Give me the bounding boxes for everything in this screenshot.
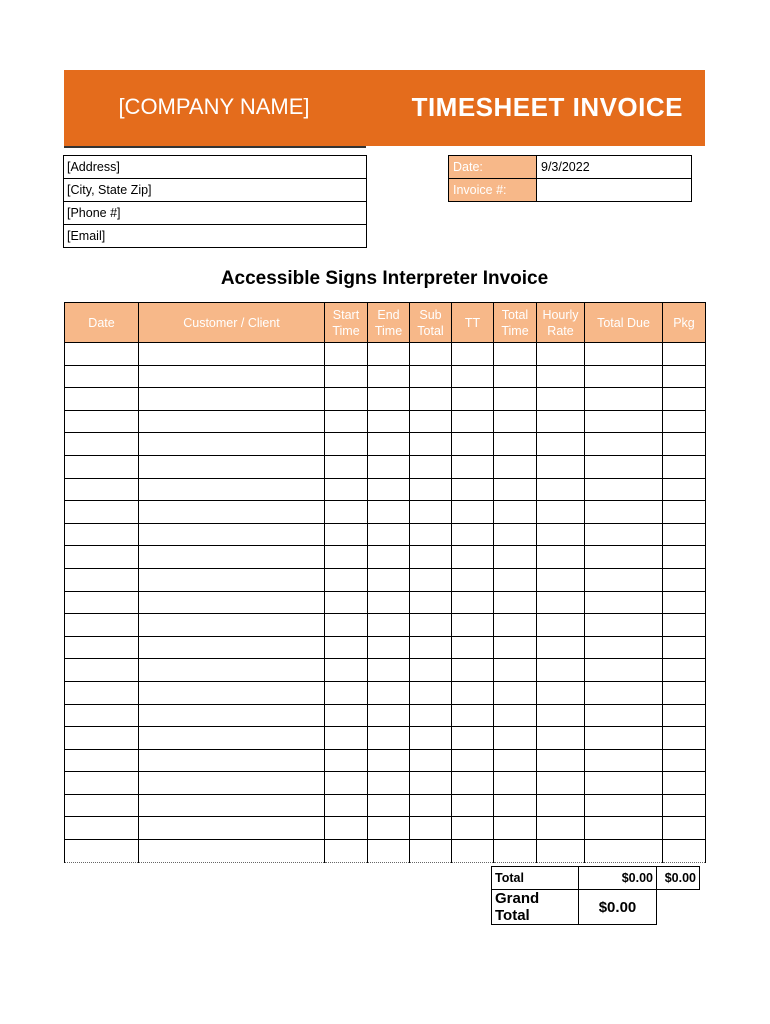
cell-date[interactable] xyxy=(65,817,139,840)
cell-customer[interactable] xyxy=(139,817,325,840)
cell-sub-total[interactable] xyxy=(410,591,452,614)
cell-end-time[interactable] xyxy=(368,410,410,433)
table-row xyxy=(65,659,706,682)
cell-start-time[interactable] xyxy=(325,478,368,501)
cell-hourly-rate[interactable] xyxy=(537,478,585,501)
cell-hourly-rate[interactable] xyxy=(537,727,585,750)
cell-tt[interactable] xyxy=(452,365,494,388)
cell-sub-total[interactable] xyxy=(410,546,452,569)
cell-pkg[interactable] xyxy=(663,568,706,591)
cell-end-time[interactable] xyxy=(368,681,410,704)
cell-hourly-rate[interactable] xyxy=(537,388,585,411)
col-pkg: Pkg xyxy=(663,303,706,343)
cell-customer[interactable] xyxy=(139,523,325,546)
cell-total-due[interactable] xyxy=(585,410,663,433)
cell-end-time[interactable] xyxy=(368,659,410,682)
cell-customer[interactable] xyxy=(139,591,325,614)
cell-date[interactable] xyxy=(65,591,139,614)
cell-tt[interactable] xyxy=(452,433,494,456)
table-row xyxy=(65,343,706,366)
cell-hourly-rate[interactable] xyxy=(537,343,585,366)
cell-sub-total[interactable] xyxy=(410,794,452,817)
cell-hourly-rate[interactable] xyxy=(537,817,585,840)
cell-end-time[interactable] xyxy=(368,343,410,366)
cell-pkg[interactable] xyxy=(663,817,706,840)
cell-date[interactable] xyxy=(65,455,139,478)
cell-tt[interactable] xyxy=(452,343,494,366)
cell-sub-total[interactable] xyxy=(410,388,452,411)
cell-end-time[interactable] xyxy=(368,433,410,456)
cell-date[interactable] xyxy=(65,681,139,704)
table-row xyxy=(65,501,706,524)
cell-start-time[interactable] xyxy=(325,343,368,366)
cell-total-due[interactable] xyxy=(585,749,663,772)
table-row xyxy=(65,410,706,433)
cell-date[interactable] xyxy=(65,478,139,501)
table-row xyxy=(65,568,706,591)
grand-total-spacer xyxy=(657,890,700,925)
total-label: Total xyxy=(492,867,579,890)
cell-total-time[interactable] xyxy=(494,591,537,614)
cell-pkg[interactable] xyxy=(663,591,706,614)
cell-customer[interactable] xyxy=(139,455,325,478)
cell-hourly-rate[interactable] xyxy=(537,840,585,863)
contact-block xyxy=(63,155,367,248)
cell-total-due[interactable] xyxy=(585,704,663,727)
cell-tt[interactable] xyxy=(452,749,494,772)
cell-start-time[interactable] xyxy=(325,636,368,659)
cell-tt[interactable] xyxy=(452,568,494,591)
col-total-time: Total Time xyxy=(494,303,537,343)
cell-start-time[interactable] xyxy=(325,433,368,456)
cell-pkg[interactable] xyxy=(663,365,706,388)
cell-total-time[interactable] xyxy=(494,478,537,501)
cell-hourly-rate[interactable] xyxy=(537,433,585,456)
cell-end-time[interactable] xyxy=(368,365,410,388)
cell-date[interactable] xyxy=(65,704,139,727)
table-row xyxy=(65,455,706,478)
cell-tt[interactable] xyxy=(452,636,494,659)
cell-total-due[interactable] xyxy=(585,343,663,366)
cell-total-due[interactable] xyxy=(585,501,663,524)
cell-start-time[interactable] xyxy=(325,523,368,546)
cell-date[interactable] xyxy=(65,614,139,637)
col-start-time: Start Time xyxy=(325,303,368,343)
email-field[interactable]: [Email] xyxy=(64,225,367,248)
totals-block xyxy=(491,866,700,925)
cell-sub-total[interactable] xyxy=(410,817,452,840)
cell-total-due[interactable] xyxy=(585,659,663,682)
cell-start-time[interactable] xyxy=(325,704,368,727)
cell-customer[interactable] xyxy=(139,410,325,433)
total-row xyxy=(492,867,700,890)
cell-customer[interactable] xyxy=(139,704,325,727)
cell-start-time[interactable] xyxy=(325,817,368,840)
cell-start-time[interactable] xyxy=(325,591,368,614)
cell-total-due[interactable] xyxy=(585,817,663,840)
cell-total-due[interactable] xyxy=(585,455,663,478)
cell-total-time[interactable] xyxy=(494,681,537,704)
cell-total-time[interactable] xyxy=(494,636,537,659)
cell-start-time[interactable] xyxy=(325,388,368,411)
table-row xyxy=(65,772,706,795)
cell-start-time[interactable] xyxy=(325,772,368,795)
cell-customer[interactable] xyxy=(139,840,325,863)
cell-sub-total[interactable] xyxy=(410,749,452,772)
invoice-meta xyxy=(448,155,692,202)
cell-sub-total[interactable] xyxy=(410,433,452,456)
cell-total-time[interactable] xyxy=(494,704,537,727)
table-row xyxy=(65,636,706,659)
date-value[interactable]: 9/3/2022 xyxy=(537,156,692,179)
cell-total-due[interactable] xyxy=(585,614,663,637)
cell-pkg[interactable] xyxy=(663,636,706,659)
table-row xyxy=(65,681,706,704)
cell-sub-total[interactable] xyxy=(410,501,452,524)
cell-sub-total[interactable] xyxy=(410,840,452,863)
cell-customer[interactable] xyxy=(139,614,325,637)
cell-end-time[interactable] xyxy=(368,704,410,727)
cell-total-time[interactable] xyxy=(494,365,537,388)
cell-pkg[interactable] xyxy=(663,659,706,682)
col-customer: Customer / Client xyxy=(139,303,325,343)
cell-total-due[interactable] xyxy=(585,794,663,817)
cell-pkg[interactable] xyxy=(663,681,706,704)
cell-total-due[interactable] xyxy=(585,681,663,704)
cell-customer[interactable] xyxy=(139,365,325,388)
cell-end-time[interactable] xyxy=(368,546,410,569)
table-row xyxy=(65,749,706,772)
cell-total-time[interactable] xyxy=(494,817,537,840)
cell-date[interactable] xyxy=(65,772,139,795)
cell-tt[interactable] xyxy=(452,410,494,433)
cell-tt[interactable] xyxy=(452,523,494,546)
cell-total-time[interactable] xyxy=(494,433,537,456)
cell-pkg[interactable] xyxy=(663,794,706,817)
total-pkg-sum: $0.00 xyxy=(657,867,700,890)
cell-sub-total[interactable] xyxy=(410,568,452,591)
cell-pkg[interactable] xyxy=(663,772,706,795)
table-row xyxy=(65,614,706,637)
table-row xyxy=(65,546,706,569)
cell-start-time[interactable] xyxy=(325,614,368,637)
cell-date[interactable] xyxy=(65,410,139,433)
cell-start-time[interactable] xyxy=(325,681,368,704)
cell-customer[interactable] xyxy=(139,343,325,366)
cell-tt[interactable] xyxy=(452,704,494,727)
company-name: [COMPANY NAME] xyxy=(118,94,310,119)
cell-start-time[interactable] xyxy=(325,749,368,772)
cell-end-time[interactable] xyxy=(368,840,410,863)
header-band xyxy=(64,70,705,146)
cell-end-time[interactable] xyxy=(368,591,410,614)
cell-date[interactable] xyxy=(65,546,139,569)
cell-sub-total[interactable] xyxy=(410,659,452,682)
cell-hourly-rate[interactable] xyxy=(537,636,585,659)
cell-hourly-rate[interactable] xyxy=(537,568,585,591)
cell-pkg[interactable] xyxy=(663,388,706,411)
cell-customer[interactable] xyxy=(139,433,325,456)
cell-customer[interactable] xyxy=(139,546,325,569)
grand-total-row xyxy=(492,890,700,925)
cell-total-time[interactable] xyxy=(494,568,537,591)
cell-sub-total[interactable] xyxy=(410,365,452,388)
cell-sub-total[interactable] xyxy=(410,455,452,478)
cell-tt[interactable] xyxy=(452,681,494,704)
table-body xyxy=(65,343,706,863)
cell-date[interactable] xyxy=(65,636,139,659)
cell-total-time[interactable] xyxy=(494,749,537,772)
document-title: TIMESHEET INVOICE xyxy=(411,92,683,122)
cell-sub-total[interactable] xyxy=(410,727,452,750)
cell-customer[interactable] xyxy=(139,568,325,591)
cell-date[interactable] xyxy=(65,388,139,411)
city-state-zip-field[interactable]: [City, State Zip] xyxy=(64,179,367,202)
cell-pkg[interactable] xyxy=(663,614,706,637)
cell-hourly-rate[interactable] xyxy=(537,749,585,772)
cell-total-due[interactable] xyxy=(585,478,663,501)
cell-customer[interactable] xyxy=(139,388,325,411)
cell-pkg[interactable] xyxy=(663,546,706,569)
cell-sub-total[interactable] xyxy=(410,478,452,501)
cell-date[interactable] xyxy=(65,501,139,524)
phone-field[interactable]: [Phone #] xyxy=(64,202,367,225)
cell-start-time[interactable] xyxy=(325,568,368,591)
cell-start-time[interactable] xyxy=(325,455,368,478)
col-date: Date xyxy=(65,303,139,343)
cell-hourly-rate[interactable] xyxy=(537,546,585,569)
cell-total-time[interactable] xyxy=(494,772,537,795)
table-row xyxy=(65,727,706,750)
cell-start-time[interactable] xyxy=(325,365,368,388)
col-sub-total: Sub Total xyxy=(410,303,452,343)
cell-end-time[interactable] xyxy=(368,749,410,772)
cell-end-time[interactable] xyxy=(368,794,410,817)
cell-total-due[interactable] xyxy=(585,365,663,388)
table-row xyxy=(65,840,706,863)
address-field[interactable]: [Address] xyxy=(64,156,367,179)
invoice-number-label: Invoice #: xyxy=(449,179,537,202)
cell-date[interactable] xyxy=(65,840,139,863)
cell-tt[interactable] xyxy=(452,817,494,840)
cell-pkg[interactable] xyxy=(663,433,706,456)
cell-total-due[interactable] xyxy=(585,388,663,411)
cell-total-time[interactable] xyxy=(494,614,537,637)
cell-pkg[interactable] xyxy=(663,410,706,433)
col-total-due: Total Due xyxy=(585,303,663,343)
cell-tt[interactable] xyxy=(452,659,494,682)
cell-date[interactable] xyxy=(65,727,139,750)
cell-sub-total[interactable] xyxy=(410,772,452,795)
cell-total-time[interactable] xyxy=(494,343,537,366)
cell-total-due[interactable] xyxy=(585,523,663,546)
cell-total-time[interactable] xyxy=(494,546,537,569)
cell-date[interactable] xyxy=(65,568,139,591)
cell-pkg[interactable] xyxy=(663,501,706,524)
cell-hourly-rate[interactable] xyxy=(537,455,585,478)
cell-hourly-rate[interactable] xyxy=(537,794,585,817)
cell-tt[interactable] xyxy=(452,772,494,795)
cell-hourly-rate[interactable] xyxy=(537,365,585,388)
header-row xyxy=(65,303,706,343)
cell-pkg[interactable] xyxy=(663,455,706,478)
cell-customer[interactable] xyxy=(139,681,325,704)
cell-end-time[interactable] xyxy=(368,817,410,840)
cell-sub-total[interactable] xyxy=(410,681,452,704)
cell-start-time[interactable] xyxy=(325,794,368,817)
cell-customer[interactable] xyxy=(139,727,325,750)
cell-total-time[interactable] xyxy=(494,388,537,411)
cell-start-time[interactable] xyxy=(325,840,368,863)
cell-hourly-rate[interactable] xyxy=(537,704,585,727)
cell-pkg[interactable] xyxy=(663,343,706,366)
cell-tt[interactable] xyxy=(452,727,494,750)
col-tt: TT xyxy=(452,303,494,343)
cell-total-time[interactable] xyxy=(494,727,537,750)
cell-sub-total[interactable] xyxy=(410,343,452,366)
cell-total-due[interactable] xyxy=(585,840,663,863)
cell-sub-total[interactable] xyxy=(410,410,452,433)
cell-tt[interactable] xyxy=(452,388,494,411)
cell-customer[interactable] xyxy=(139,501,325,524)
cell-end-time[interactable] xyxy=(368,455,410,478)
cell-end-time[interactable] xyxy=(368,568,410,591)
cell-sub-total[interactable] xyxy=(410,523,452,546)
cell-start-time[interactable] xyxy=(325,727,368,750)
cell-end-time[interactable] xyxy=(368,478,410,501)
cell-tt[interactable] xyxy=(452,455,494,478)
cell-pkg[interactable] xyxy=(663,704,706,727)
cell-start-time[interactable] xyxy=(325,546,368,569)
cell-total-time[interactable] xyxy=(494,659,537,682)
table-row xyxy=(65,365,706,388)
cell-total-time[interactable] xyxy=(494,455,537,478)
cell-customer[interactable] xyxy=(139,794,325,817)
cell-total-due[interactable] xyxy=(585,727,663,750)
cell-end-time[interactable] xyxy=(368,636,410,659)
cell-total-time[interactable] xyxy=(494,523,537,546)
col-end-time: End Time xyxy=(368,303,410,343)
cell-end-time[interactable] xyxy=(368,388,410,411)
cell-total-time[interactable] xyxy=(494,501,537,524)
cell-customer[interactable] xyxy=(139,772,325,795)
cell-tt[interactable] xyxy=(452,546,494,569)
cell-date[interactable] xyxy=(65,523,139,546)
cell-pkg[interactable] xyxy=(663,478,706,501)
table-row xyxy=(65,591,706,614)
cell-total-due[interactable] xyxy=(585,546,663,569)
table-row xyxy=(65,388,706,411)
timesheet-table xyxy=(64,302,706,863)
cell-tt[interactable] xyxy=(452,614,494,637)
cell-date[interactable] xyxy=(65,433,139,456)
cell-total-due[interactable] xyxy=(585,433,663,456)
cell-tt[interactable] xyxy=(452,591,494,614)
invoice-number-value[interactable] xyxy=(537,179,692,202)
cell-date[interactable] xyxy=(65,365,139,388)
cell-tt[interactable] xyxy=(452,478,494,501)
cell-pkg[interactable] xyxy=(663,749,706,772)
cell-hourly-rate[interactable] xyxy=(537,523,585,546)
cell-hourly-rate[interactable] xyxy=(537,772,585,795)
cell-hourly-rate[interactable] xyxy=(537,681,585,704)
cell-total-due[interactable] xyxy=(585,772,663,795)
grand-total-value: $0.00 xyxy=(579,890,657,925)
cell-total-due[interactable] xyxy=(585,636,663,659)
table-row xyxy=(65,704,706,727)
cell-end-time[interactable] xyxy=(368,614,410,637)
cell-end-time[interactable] xyxy=(368,501,410,524)
cell-customer[interactable] xyxy=(139,749,325,772)
table-row xyxy=(65,794,706,817)
cell-start-time[interactable] xyxy=(325,501,368,524)
cell-sub-total[interactable] xyxy=(410,636,452,659)
cell-total-due[interactable] xyxy=(585,591,663,614)
cell-start-time[interactable] xyxy=(325,659,368,682)
cell-total-due[interactable] xyxy=(585,568,663,591)
cell-end-time[interactable] xyxy=(368,523,410,546)
header-divider xyxy=(64,146,366,148)
cell-date[interactable] xyxy=(65,659,139,682)
cell-pkg[interactable] xyxy=(663,727,706,750)
cell-pkg[interactable] xyxy=(663,840,706,863)
date-label: Date: xyxy=(449,156,537,179)
cell-pkg[interactable] xyxy=(663,523,706,546)
grand-total-label: Grand Total xyxy=(492,890,579,925)
cell-hourly-rate[interactable] xyxy=(537,410,585,433)
cell-sub-total[interactable] xyxy=(410,704,452,727)
cell-customer[interactable] xyxy=(139,636,325,659)
total-due-sum: $0.00 xyxy=(579,867,657,890)
table-row xyxy=(65,433,706,456)
cell-start-time[interactable] xyxy=(325,410,368,433)
table-row xyxy=(65,478,706,501)
col-hourly-rate: Hourly Rate xyxy=(537,303,585,343)
cell-customer[interactable] xyxy=(139,478,325,501)
cell-hourly-rate[interactable] xyxy=(537,614,585,637)
cell-tt[interactable] xyxy=(452,501,494,524)
cell-customer[interactable] xyxy=(139,659,325,682)
table-row xyxy=(65,523,706,546)
cell-hourly-rate[interactable] xyxy=(537,659,585,682)
cell-end-time[interactable] xyxy=(368,727,410,750)
cell-hourly-rate[interactable] xyxy=(537,501,585,524)
cell-tt[interactable] xyxy=(452,794,494,817)
table-title: Accessible Signs Interpreter Invoice xyxy=(220,268,549,289)
cell-sub-total[interactable] xyxy=(410,614,452,637)
cell-total-time[interactable] xyxy=(494,794,537,817)
cell-date[interactable] xyxy=(65,343,139,366)
table-row xyxy=(65,817,706,840)
cell-total-time[interactable] xyxy=(494,410,537,433)
cell-date[interactable] xyxy=(65,794,139,817)
cell-date[interactable] xyxy=(65,749,139,772)
cell-end-time[interactable] xyxy=(368,772,410,795)
cell-hourly-rate[interactable] xyxy=(537,591,585,614)
cell-tt[interactable] xyxy=(452,840,494,863)
cell-total-time[interactable] xyxy=(494,840,537,863)
